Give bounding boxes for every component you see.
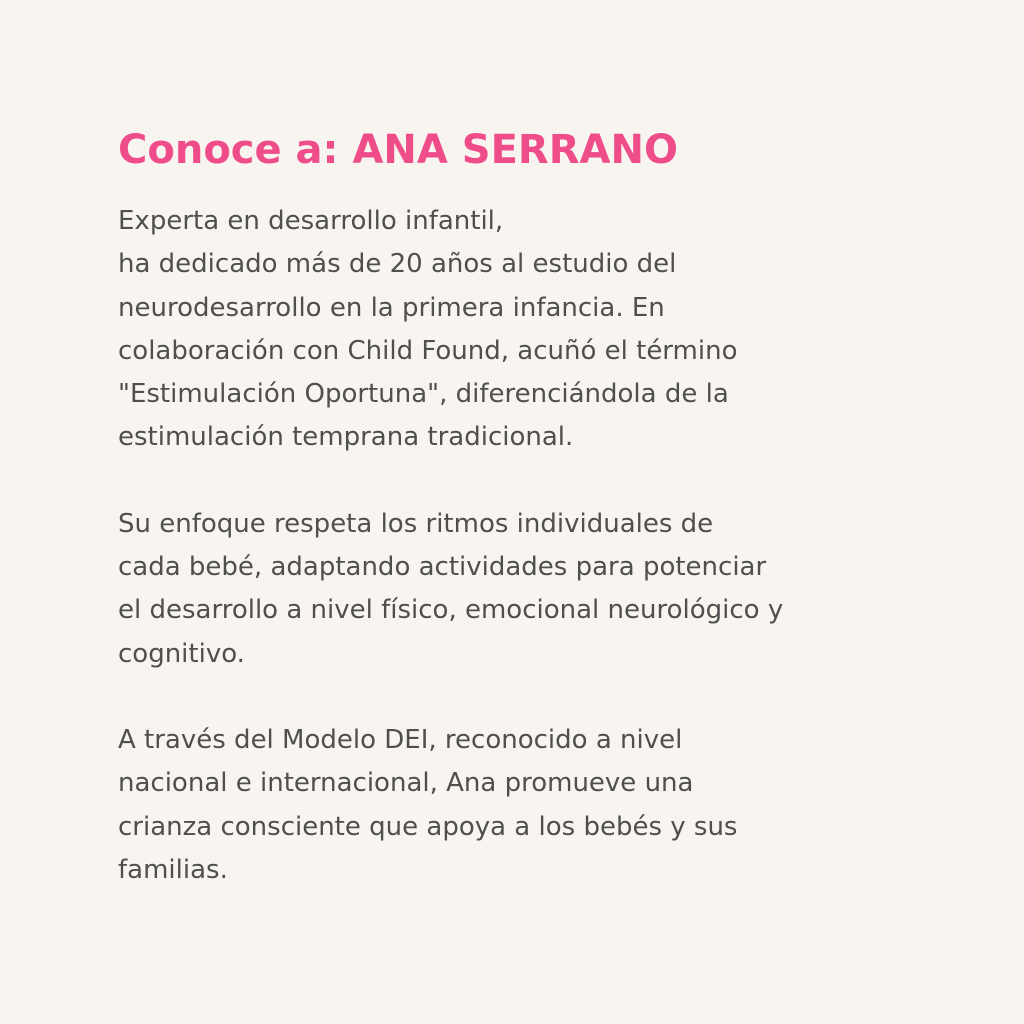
paragraph-line: ha dedicado más de 20 años al estudio del [118, 249, 677, 280]
paragraph-line: cada bebé, adaptando actividades para potenciar [118, 552, 767, 583]
page-title: Conoce a: ANA SERRANO [118, 127, 678, 173]
profile-card [118, 122, 918, 892]
paragraph-line: "Estimulación Oportuna", diferenciándola de la [118, 379, 729, 410]
paragraph-line: nacional e internacional, Ana promueve una [118, 768, 694, 799]
paragraph-line: A través del Modelo DEI, reconocido a nivel [118, 724, 683, 755]
paragraph-spacer [118, 676, 918, 719]
paragraph-line: crianza consciente que apoya a los bebés y sus [118, 811, 738, 842]
paragraph-line: estimulación temprana tradicional. [118, 422, 574, 453]
paragraph-line: colaboración con Child Found, acuñó el término [118, 335, 738, 366]
paragraph-line: neurodesarrollo en la primera infancia. En [118, 292, 665, 323]
paragraph-line: Experta en desarrollo infantil, [118, 206, 504, 236]
intro-paragraph [118, 200, 918, 460]
approach-paragraph [118, 503, 918, 676]
paragraph-line: cognitivo. [118, 638, 245, 669]
paragraph-line: familias. [118, 854, 228, 885]
paragraph-line: Su enfoque respeta los ritmos individuales de [118, 508, 714, 539]
paragraph-line: el desarrollo a nivel físico, emocional neurológico y [118, 595, 784, 626]
model-paragraph [118, 719, 918, 892]
paragraph-spacer [118, 460, 918, 503]
